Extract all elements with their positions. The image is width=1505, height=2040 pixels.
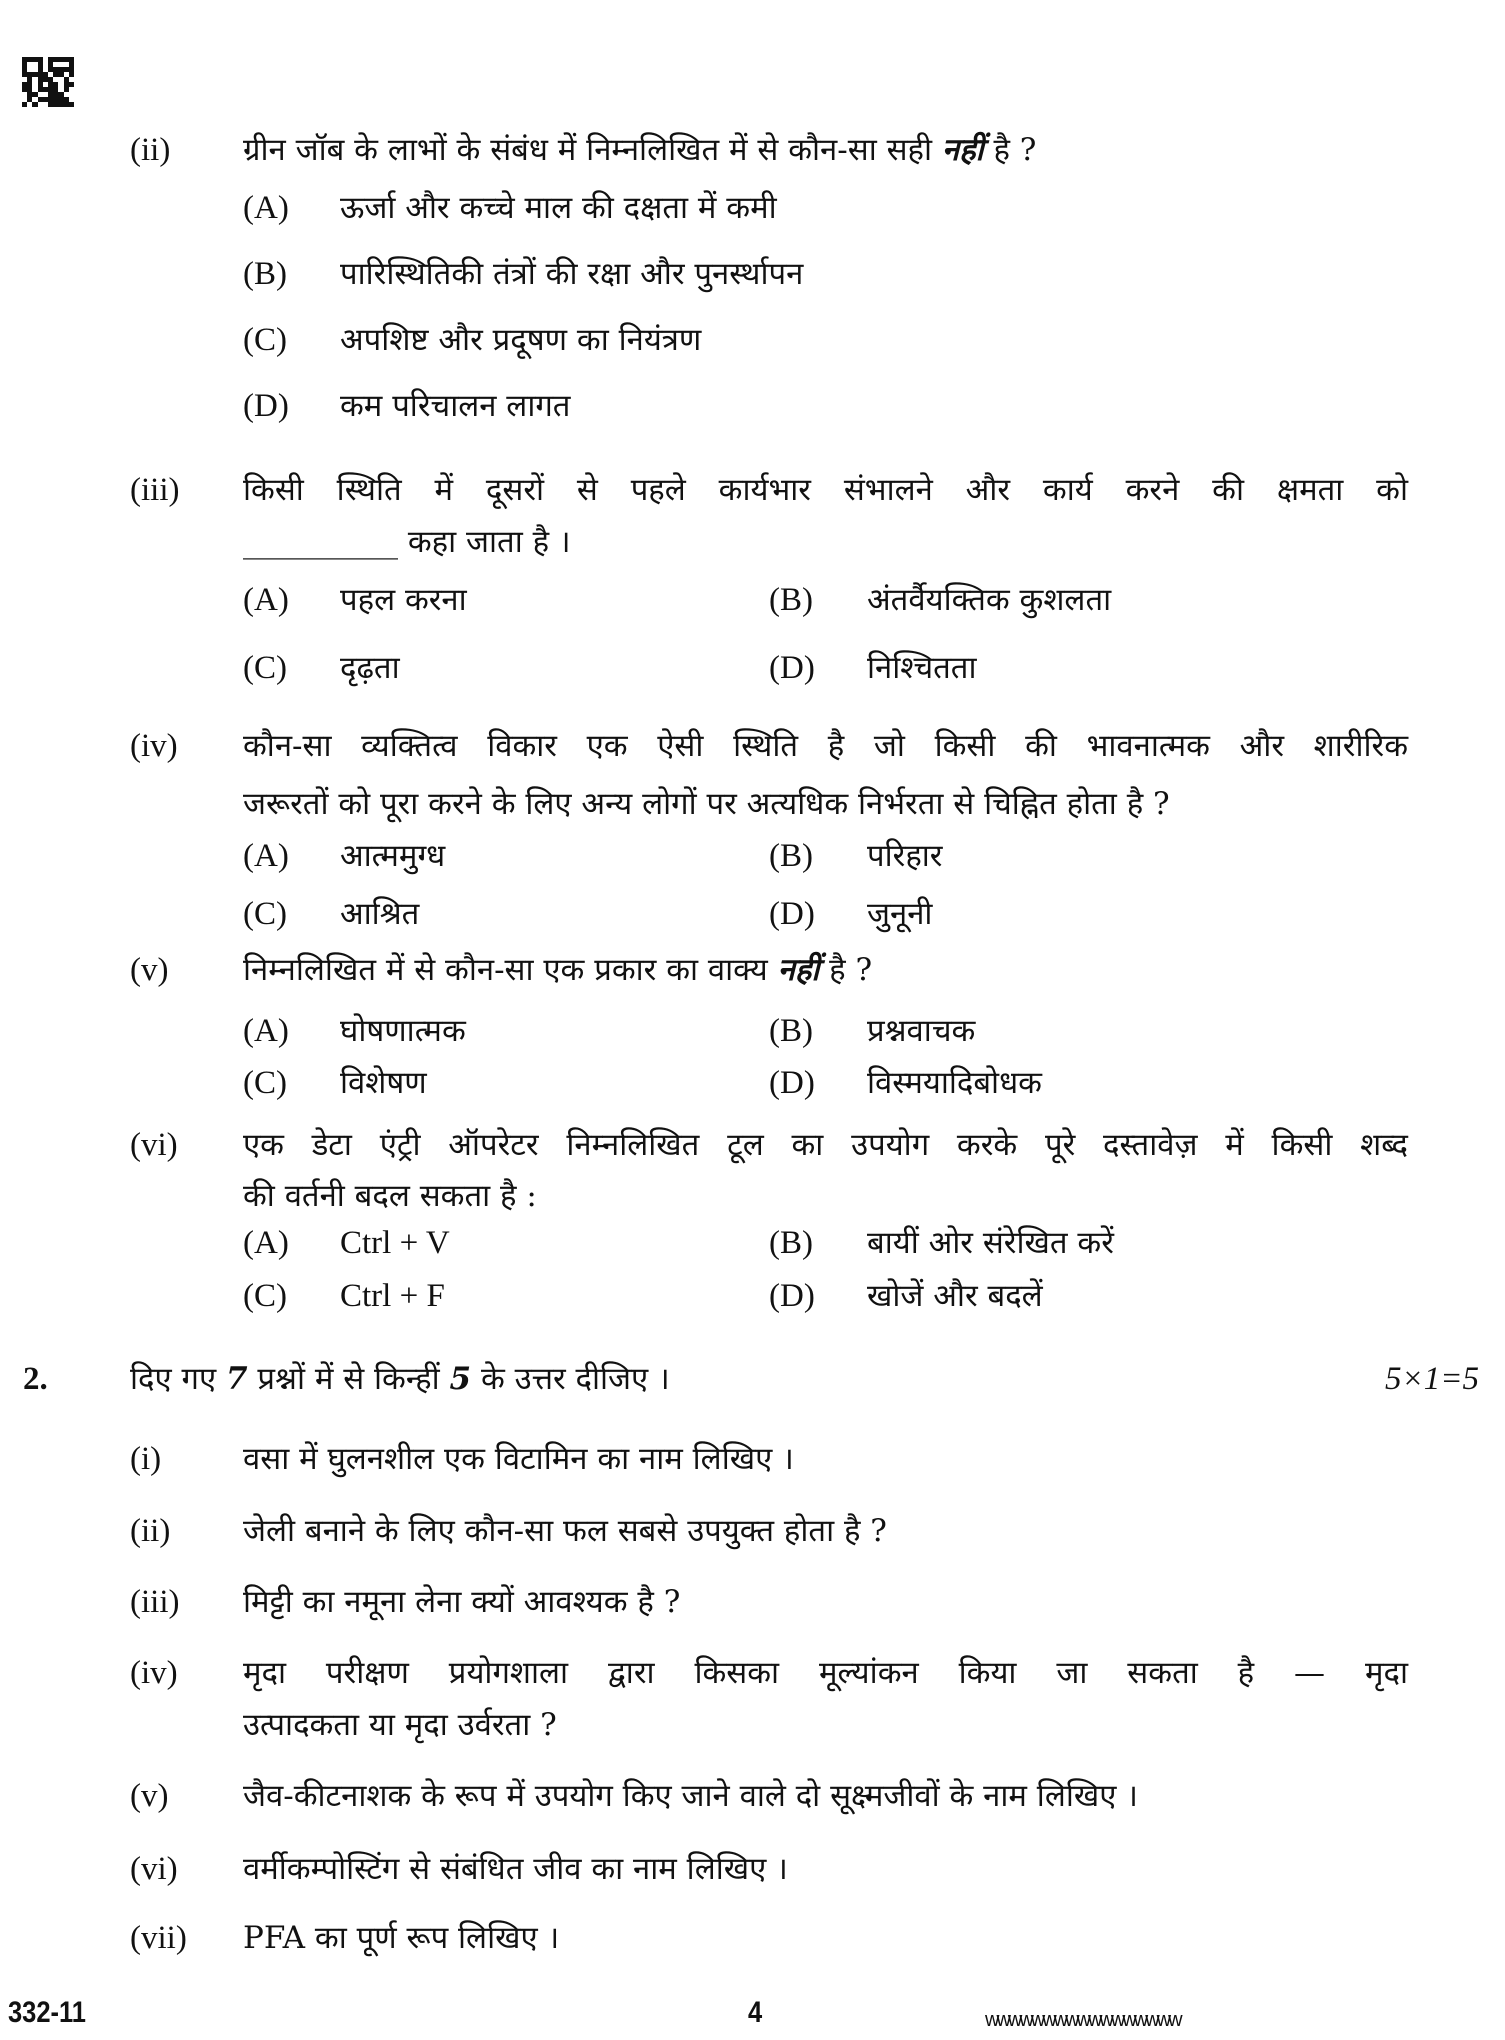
question-number: (iv)	[130, 1655, 178, 1691]
option-label: (B)	[769, 1225, 813, 1261]
option-label: (A)	[243, 582, 289, 618]
option-label: (A)	[243, 838, 289, 874]
option-text: आत्ममुग्ध	[340, 838, 446, 874]
question-text: मृदा परीक्षण प्रयोगशाला द्वारा किसका मूल्यांकन किया जा सकता है — मृदा	[243, 1655, 1408, 1691]
question-number: (vii)	[130, 1920, 187, 1956]
question-text: कौन-सा व्यक्तित्व विकार एक ऐसी स्थिति है जो किसी की भावनात्मक और शारीरिक	[243, 728, 1408, 764]
option-text: अपशिष्ट और प्रदूषण का नियंत्रण	[340, 322, 702, 358]
option-text: ऊर्जा और कच्चे माल की दक्षता में कमी	[340, 190, 777, 226]
question-text: एक डेटा एंट्री ऑपरेटर निम्नलिखित टूल का उपयोग करके पूरे दस्तावेज़ में किसी शब्द	[243, 1127, 1408, 1163]
option-text: परिहार	[867, 838, 943, 874]
option-label: (B)	[769, 838, 813, 874]
question-number: (vi)	[130, 1851, 178, 1887]
question-text: जरूरतों को पूरा करने के लिए अन्य लोगों पर अत्यधिक निर्भरता से चिह्नित होता है ?	[243, 786, 1170, 822]
question-number: 2.	[23, 1361, 48, 1397]
question-number: (v)	[130, 952, 169, 988]
option-label: (A)	[243, 190, 289, 226]
option-label: (D)	[769, 650, 815, 686]
qr-module	[69, 102, 74, 107]
option-label: (A)	[243, 1013, 289, 1049]
question-text: की वर्तनी बदल सकता है :	[243, 1178, 537, 1214]
question-text: किसी स्थिति में दूसरों से पहले कार्यभार संभालने और कार्य करने की क्षमता को	[243, 472, 1408, 508]
question-number: (ii)	[130, 1513, 171, 1549]
option-text: अंतर्वैयक्तिक कुशलता	[867, 582, 1112, 618]
question-text: वसा में घुलनशील एक विटामिन का नाम लिखिए ।	[243, 1441, 794, 1477]
option-label: (B)	[769, 582, 813, 618]
option-label: (D)	[769, 896, 815, 932]
option-text: पारिस्थितिकी तंत्रों की रक्षा और पुनर्स्थापन	[340, 256, 804, 292]
decorative-wave: wwwwwwwwwwwwwwwww	[985, 2009, 1180, 2031]
question-number: (i)	[130, 1441, 162, 1477]
option-text: बायीं ओर संरेखित करें	[867, 1225, 1114, 1261]
option-label: (B)	[769, 1013, 813, 1049]
option-label: (C)	[243, 1278, 287, 1314]
option-text: विशेषण	[340, 1065, 427, 1101]
option-text: पहल करना	[340, 582, 467, 618]
option-text: Ctrl + F	[340, 1278, 445, 1314]
paper-code: 332-11	[8, 1996, 87, 2029]
question-text: PFA का पूर्ण रूप लिखिए ।	[243, 1920, 560, 1956]
option-label: (A)	[243, 1225, 289, 1261]
option-label: (B)	[243, 256, 287, 292]
question-text: जैव-कीटनाशक के रूप में उपयोग किए जाने वाले दो सूक्ष्मजीवों के नाम लिखिए ।	[243, 1778, 1138, 1814]
option-text: जुनूनी	[867, 896, 933, 932]
question-number: (vi)	[130, 1127, 178, 1163]
option-label: (D)	[769, 1278, 815, 1314]
option-text: आश्रित	[340, 896, 420, 932]
question-number: (iii)	[130, 472, 180, 508]
question-number: (iv)	[130, 728, 178, 764]
option-label: (D)	[769, 1065, 815, 1101]
option-label: (C)	[243, 1065, 287, 1101]
question-instruction: दिए गए 7 प्रश्नों में से किन्हीं 5 के उत्तर दीजिए ।	[130, 1361, 670, 1397]
page-number: 4	[748, 1996, 763, 2029]
option-label: (C)	[243, 322, 287, 358]
option-text: घोषणात्मक	[340, 1013, 466, 1049]
question-number: (iii)	[130, 1584, 180, 1620]
question-text: ग्रीन जॉब के लाभों के संबंध में निम्नलिखित में से कौन-सा सही नहीं है ?	[243, 132, 1037, 168]
question-text: उत्पादकता या मृदा उर्वरता ?	[243, 1707, 557, 1743]
question-text: __________ कहा जाता है ।	[243, 524, 571, 560]
question-number: (v)	[130, 1778, 169, 1814]
option-text: कम परिचालन लागत	[340, 388, 571, 424]
question-number: (ii)	[130, 132, 171, 168]
option-text: विस्मयादिबोधक	[867, 1065, 1042, 1101]
marks: 5×1=5	[1384, 1361, 1479, 1397]
option-text: खोजें और बदलें	[867, 1278, 1043, 1314]
option-label: (C)	[243, 896, 287, 932]
question-text: जेली बनाने के लिए कौन-सा फल सबसे उपयुक्त होता है ?	[243, 1513, 887, 1549]
qr-code	[22, 57, 74, 107]
question-text: मिट्टी का नमूना लेना क्यों आवश्यक है ?	[243, 1584, 681, 1620]
question-text: निम्नलिखित में से कौन-सा एक प्रकार का वाक्य नहीं है ?	[243, 952, 873, 988]
question-text: वर्मीकम्पोस्टिंग से संबंधित जीव का नाम लिखिए ।	[243, 1851, 788, 1887]
option-text: दृढ़ता	[340, 650, 400, 686]
option-label: (C)	[243, 650, 287, 686]
option-label: (D)	[243, 388, 289, 424]
option-text: Ctrl + V	[340, 1225, 450, 1261]
option-text: निश्चितता	[867, 650, 977, 686]
option-text: प्रश्नवाचक	[867, 1013, 976, 1049]
